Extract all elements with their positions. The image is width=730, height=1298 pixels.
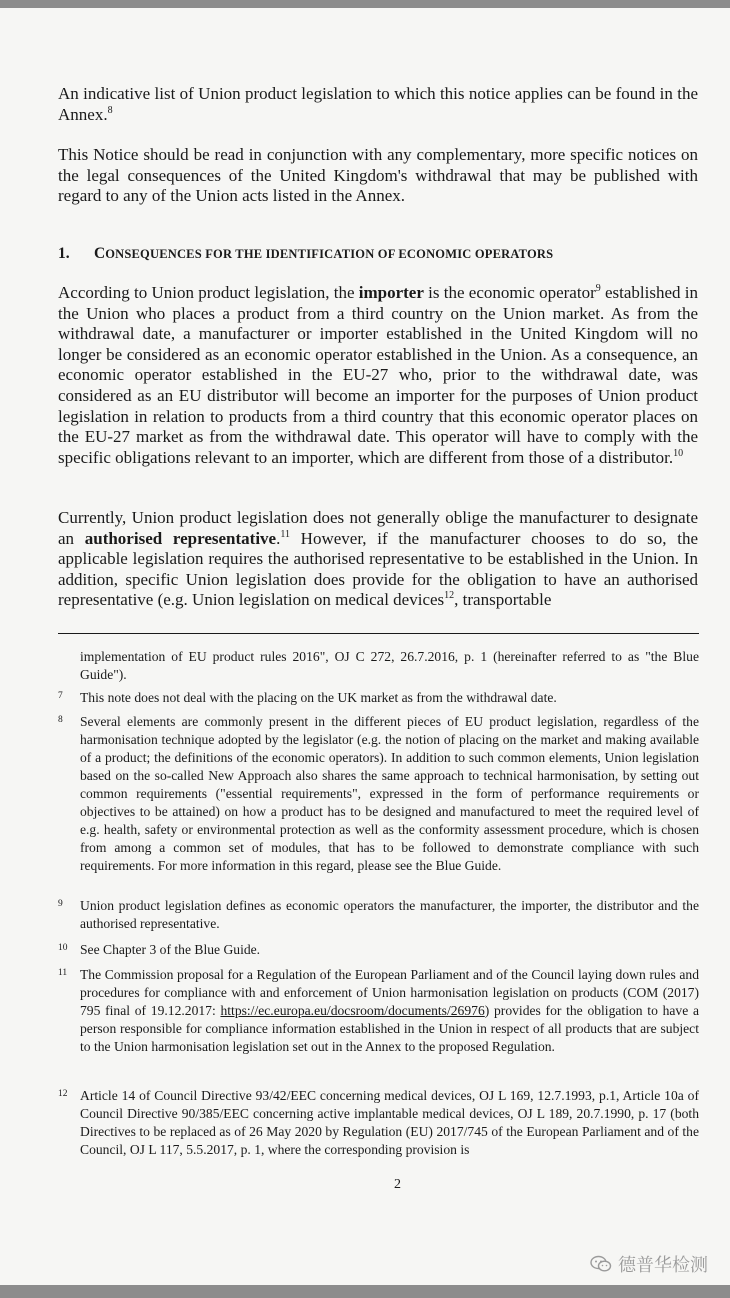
footnote-continuation: implementation of EU product rules 2016", OJ C 272, 26.7.2016, p. 1 (hereinafter referred to as "the Blue Guide"). — [80, 649, 699, 682]
bottom-bar — [0, 1285, 730, 1298]
footnote-12: 12 Article 14 of Council Directive 93/42/EEC concerning medical devices, OJ L 169, 12.7.1993, p.1, Article 10a of Council Directive 90/385/EEC concerning active implantable medical devices, OJ L 189, 20.7.1990, p. 17 (both Directives to be replaced as of 26 May 2020 by Regulation (EU) 2017/745 of the European Parliament and of the Council, OJ L 117, 5.5.2017, p. 1, where the corresponding provision is — [58, 1087, 699, 1159]
page-number: 2 — [394, 1177, 401, 1192]
footnote-mark: 8 — [58, 715, 63, 725]
watermark-text: 德普华检测 — [618, 1255, 708, 1276]
docsroom-link[interactable]: https://ec.europa.eu/docsroom/documents/26976 — [220, 1003, 485, 1018]
footnote-mark: 7 — [58, 691, 63, 701]
paragraph-annex: An indicative list of Union product legislation to which this notice applies can be found in the Annex.$^8$ — [58, 84, 698, 124]
footnote-8: 8 Several elements are commonly present in the different pieces of EU product legislation, regardless of the harmonisation technique adopted by the legislator (e.g. the notion of placing on the market and making available of a product; the definitions of the economic operators). In addition to such common elements, Union legislation based on the so-called New Approach also shares the same approach to technical harmonisation, by setting out common requirements ("essential requirements", expressed in the form of performance requirements or objectives to be attained) on how a product has to be designed and manufactured to meet the required level of e.g. health, safety or environmental protection as well as the conformity assessment procedure, which is chosen from among a common set of modules, that has to be followed to demonstrate compliance with such requirements. For more information in this regard, please see the Blue Guide. — [58, 713, 699, 875]
footnote-7: 7 This note does not deal with the placing on the UK market as from the withdrawal date. — [58, 689, 699, 707]
footnote-9: 9 Union product legislation defines as economic operators the manufacturer, the importer, the distributor and the authorised representative. — [58, 897, 699, 933]
wechat-icon — [590, 1255, 612, 1273]
paragraph-authorised-representative: Currently, Union product legislation does not generally oblige the manufacturer to designate an authorised representative.$^{11}$ However, if the manufacturer chooses to do so, the applicable legislation requires the authorised representative to be established in the Union. In addition, specific Union legislation does provide for the obligation to have an authorised representative (e.g. Union legislation on medical devices$^{12}$, transportable — [58, 508, 698, 610]
section-heading: 1. CONSEQUENCES FOR THE IDENTIFICATION OF ECONOMIC OPERATORS — [58, 245, 554, 262]
footnote-mark: 12 — [58, 1089, 68, 1099]
footnote-ref-11[interactable]: 11 — [280, 528, 290, 540]
top-bar — [0, 0, 730, 8]
footnote-ref-12[interactable]: 12 — [444, 590, 455, 602]
footnote-divider — [58, 633, 699, 634]
footnote-ref-8[interactable]: 8 — [107, 104, 113, 116]
footnote-11: 11 The Commission proposal for a Regulation of the European Parliament and of the Council laying down rules and procedures for compliance with and enforcement of Union harmonisation legislation on products (COM (2017) 795 final of 19.12.2017: https://ec.europa.eu/docsroom/documents/26976) provides for the obligation to have a person responsible for compliance information established in the Union in respect of all products that are subject to the Union harmonisation legislation set out in the Annex to the proposed Regulation. — [58, 966, 699, 1056]
footnote-mark: 10 — [58, 943, 68, 953]
term-authorised-representative: authorised representative — [84, 528, 277, 548]
term-importer: importer — [358, 283, 424, 302]
footnote-ref-10[interactable]: 10 — [673, 447, 684, 459]
section-number: 1. — [58, 245, 70, 262]
footnote-mark: 9 — [58, 899, 63, 909]
paragraph-importer: According to Union product legislation, the importer is the economic operator$^9$ established in the Union who places a product from a third country on the Union market. As from the withdrawal date, a manufacturer or importer established in the United Kingdom will no longer be considered as an economic operator established in the Union. As a consequence, an economic operator established in the EU-27 who, prior to the withdrawal date, was considered as an EU distributor will become an importer for the purposes of Union product legislation in relation to products from a third country that this economic operator places on the EU-27 market as from the withdrawal date. This operator will have to comply with the specific obligations relevant to an importer, which are different from those of a distributor.$^{10}$ — [58, 283, 699, 467]
footnote-mark: 11 — [58, 968, 68, 978]
paragraph-notice: This Notice should be read in conjunction with any complementary, more specific notices on the legal consequences of the United Kingdom's withdrawal that may be published with regard to any of the Union acts listed in the Annex. — [58, 145, 698, 206]
footnote-10: 10 See Chapter 3 of the Blue Guide. — [58, 941, 699, 959]
watermark — [590, 1253, 708, 1275]
footnote-ref-9[interactable]: 9 — [595, 283, 601, 294]
